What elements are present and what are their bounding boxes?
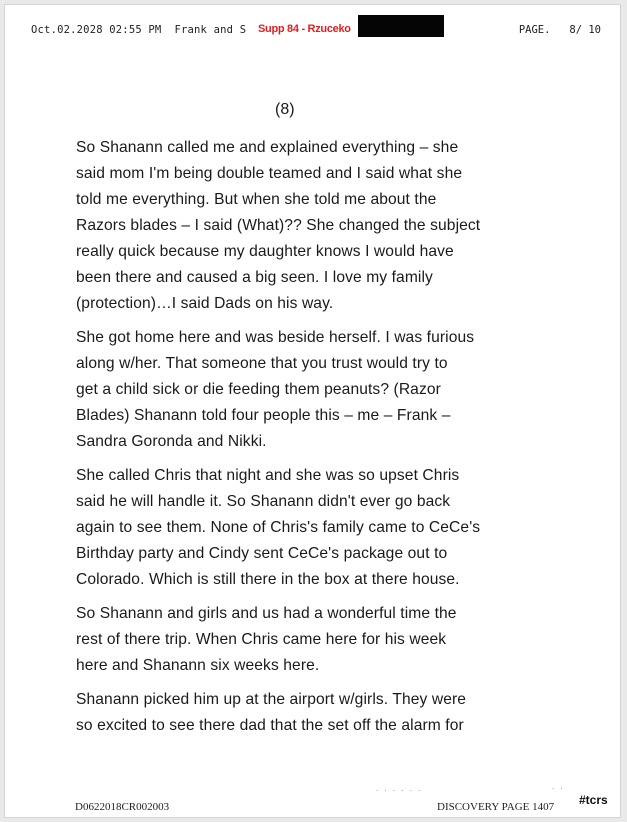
- scan-artifact: · ·: [551, 785, 564, 793]
- text-line: rest of there trip. When Chris came here for his week: [76, 631, 447, 648]
- text-line: said he will handle it. So Shanann didn't ever go back: [76, 493, 451, 510]
- text-line: She got home here and was beside herself. I was furious: [76, 329, 475, 346]
- bates-number: D0622018CR002003: [75, 801, 170, 813]
- text-line: So Shanann called me and explained everything – she: [76, 139, 459, 156]
- letter-body: [76, 135, 546, 747]
- text-line: So Shanann and girls and us had a wonderful time the: [76, 605, 457, 622]
- text-line: Razors blades – I said (What)?? She changed the subject: [76, 217, 481, 234]
- stamp-tail: o: [344, 23, 351, 35]
- tcrs-watermark: #tcrs: [579, 793, 608, 807]
- scan-artifact: · · · · · ·: [375, 787, 422, 795]
- fax-page-count: PAGE. 8/ 10: [518, 24, 601, 36]
- discovery-page-label: DISCOVERY PAGE 1407: [437, 801, 555, 813]
- text-line: so excited to see there dad that the set off the alarm for: [76, 717, 464, 734]
- text-line: get a child sick or die feeding them peanuts? (Razor: [76, 381, 441, 398]
- text-line: again to see them. None of Chris's family came to CeCe's: [76, 519, 481, 536]
- text-line: Sandra Goronda and Nikki.: [76, 433, 267, 450]
- text-line: told me everything. But when she told me about the: [76, 191, 437, 208]
- text-line: really quick because my daughter knows I would have: [76, 243, 454, 260]
- letter-paragraph: [76, 687, 546, 739]
- text-line: (protection)…I said Dads on his way.: [76, 295, 334, 312]
- letter-paragraph: [76, 135, 546, 317]
- letter-paragraph: [76, 601, 546, 679]
- text-line: along w/her. That someone that you trust would try to: [76, 355, 448, 372]
- supplement-stamp: Supp 84 - Rzuceko: [258, 23, 351, 35]
- letter-paragraph: [76, 325, 546, 455]
- handwritten-page-number: (8): [275, 101, 295, 118]
- text-line: here and Shanann six weeks here.: [76, 657, 320, 674]
- text-line: She called Chris that night and she was so upset Chris: [76, 467, 460, 484]
- text-line: Shanann picked him up at the airport w/girls. They were: [76, 691, 467, 708]
- text-line: Blades) Shanann told four people this – me – Frank –: [76, 407, 451, 424]
- fax-header: [31, 21, 601, 41]
- text-line: said mom I'm being double teamed and I said what she: [76, 165, 463, 182]
- text-line: been there and caused a big seen. I love my family: [76, 269, 433, 286]
- fax-timestamp-line: Oct.02.2028 02:55 PM Frank and S: [31, 24, 247, 36]
- document-page: [4, 4, 621, 818]
- text-line: Birthday party and Cindy sent CeCe's package out to: [76, 545, 448, 562]
- text-line: Colorado. Which is still there in the box at there house.: [76, 571, 460, 588]
- redaction-box: [358, 15, 444, 37]
- letter-paragraph: [76, 463, 546, 593]
